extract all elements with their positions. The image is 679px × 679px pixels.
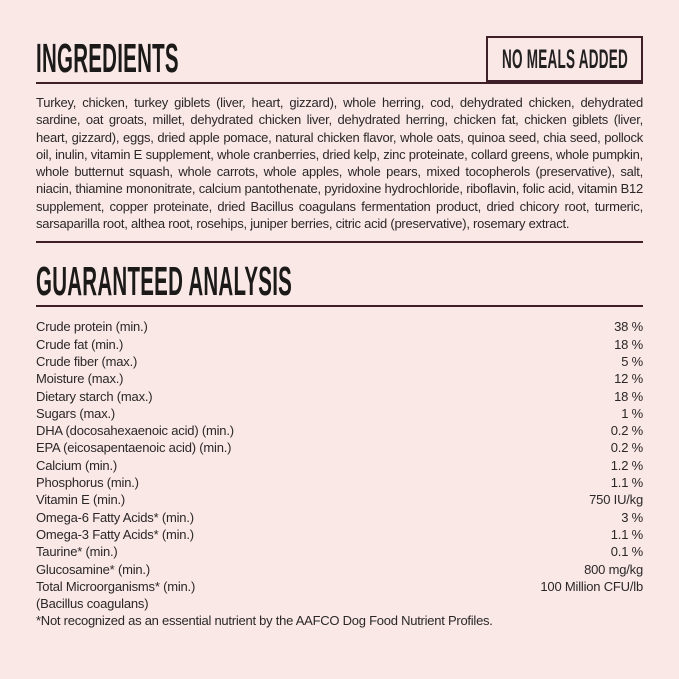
analysis-row-label: Vitamin E (min.) [36, 492, 126, 508]
analysis-row [36, 336, 643, 353]
section-divider [36, 241, 643, 243]
analysis-row-label: Sugars (max.) [36, 405, 116, 421]
no-meals-added-label: NO MEALS ADDED [501, 43, 628, 74]
analysis-row-value: 750 IU/kg [589, 492, 643, 508]
analysis-row [36, 509, 643, 526]
guaranteed-analysis-title: GUARANTEED ANALYSIS [36, 258, 293, 305]
analysis-row-label: DHA (docosahexaenoic acid) (min.) [36, 423, 234, 439]
ingredients-header [36, 34, 643, 82]
analysis-row-value: 800 mg/kg [584, 561, 643, 577]
analysis-row-value: 1 % [621, 405, 643, 421]
analysis-row [36, 439, 643, 456]
analysis-table [36, 318, 643, 612]
analysis-row-label: (Bacillus coagulans) [36, 596, 149, 612]
analysis-row-value: 100 Million CFU/lb [540, 578, 643, 594]
analysis-row-value: 0.1 % [610, 544, 643, 560]
analysis-row-label: Omega-3 Fatty Acids* (min.) [36, 526, 194, 542]
analysis-row-label: Taurine* (min.) [36, 544, 118, 560]
analysis-row-label: Crude fiber (max.) [36, 353, 138, 369]
analysis-row [36, 491, 643, 508]
analysis-row-value: 1.2 % [610, 457, 643, 473]
analysis-row-label: Omega-6 Fatty Acids* (min.) [36, 509, 194, 525]
analysis-row-value: 12 % [614, 371, 643, 387]
analysis-row-value: 5 % [621, 353, 643, 369]
analysis-row-value: 0.2 % [610, 423, 643, 439]
analysis-row-label: Dietary starch (max.) [36, 388, 153, 404]
analysis-row [36, 388, 643, 405]
analysis-row-label: Moisture (max.) [36, 371, 124, 387]
analysis-row-value: 1.1 % [610, 475, 643, 491]
analysis-row [36, 595, 643, 612]
analysis-row [36, 561, 643, 578]
ingredients-paragraph: Turkey, chicken, turkey giblets (liver, heart, gizzard), whole herring, cod, dehydrated chicken, dehydrated sardine, oat groats, millet, dehydrated chicken liver, dehydrated herring, chicken fat, chicken giblets (liver, heart, gizzard), eggs, dried apple pomace, natural chicken flavor, whole oats, quinoa seed, chia seed, pollock oil, inulin, vitamin E supplement, whole cranberries, dried kelp, zinc proteinate, collard greens, whole pumpkin, whole butternut squash, whole carrots, whole apples, whole pears, mixed tocopherols (preservative), salt, niacin, thiamine mononitrate, calcium pantothenate, pyridoxine hydrochloride, riboflavin, folic acid, vitamin B12 supplement, copper proteinate, dried Bacillus coagulans fermentation product, dried chicory root, turmeric, sarsaparilla root, althea root, rosehips, juniper berries, citric acid (preservative), rosemary extract. [36, 95, 643, 232]
ingredients-title: INGREDIENTS [36, 35, 179, 81]
analysis-row-value: 1.1 % [610, 526, 643, 542]
analysis-row [36, 457, 643, 474]
analysis-row-label: Crude fat (min.) [36, 336, 124, 352]
analysis-row [36, 578, 643, 595]
analysis-row [36, 474, 643, 491]
analysis-row-label: Phosphorus (min.) [36, 475, 139, 491]
analysis-row-value: 0.2 % [610, 440, 643, 456]
analysis-row-value: 3 % [621, 509, 643, 525]
ingredients-divider [36, 82, 643, 84]
analysis-row-label: Total Microorganisms* (min.) [36, 578, 196, 594]
analysis-row-label: Glucosamine* (min.) [36, 561, 150, 577]
analysis-row-label: EPA (eicosapentaenoic acid) (min.) [36, 440, 232, 456]
analysis-row-label: Crude protein (min.) [36, 319, 148, 335]
analysis-row-value: 18 % [614, 388, 643, 404]
analysis-row [36, 370, 643, 387]
analysis-row-label: Calcium (min.) [36, 457, 117, 473]
analysis-row-value: 38 % [614, 319, 643, 335]
analysis-row [36, 353, 643, 370]
aafco-footnote: *Not recognized as an essential nutrient by the AAFCO Dog Food Nutrient Profiles. [36, 613, 493, 629]
analysis-row [36, 526, 643, 543]
analysis-row [36, 543, 643, 560]
analysis-row [36, 318, 643, 335]
analysis-row [36, 405, 643, 422]
analysis-row [36, 422, 643, 439]
no-meals-added-badge [486, 36, 643, 82]
analysis-row-value: 18 % [614, 336, 643, 352]
analysis-divider [36, 305, 643, 307]
